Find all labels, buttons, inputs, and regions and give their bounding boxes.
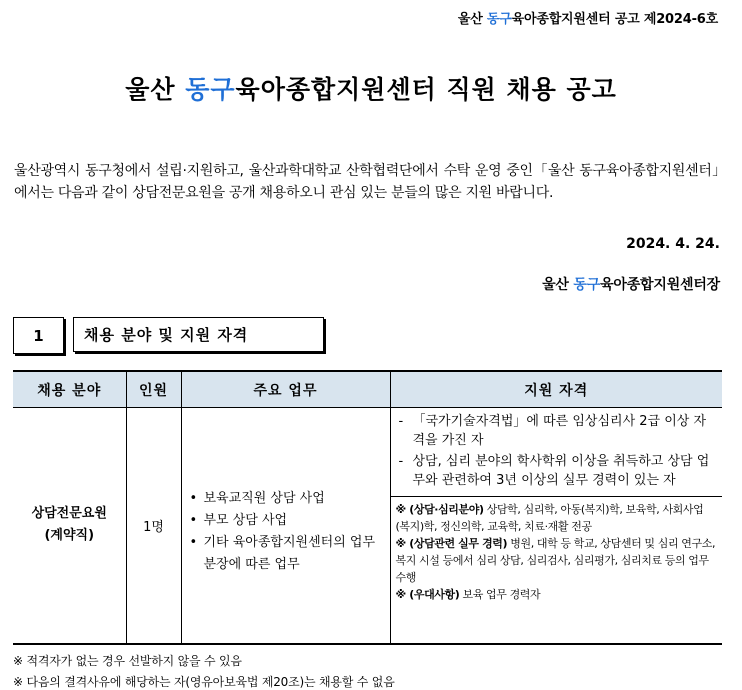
issuer-signature: [542, 274, 720, 294]
note-label: ※ (상담·심리분야): [395, 503, 484, 516]
duties-list: [182, 488, 390, 576]
note-item: [396, 501, 718, 535]
note-label: ※ (우대사항): [395, 588, 460, 601]
header-qualifications: 지원 자격: [390, 371, 722, 408]
note-item: [396, 535, 718, 586]
notice-suffix: 육아종합지원센터 공고 제2024-6호: [511, 12, 718, 27]
list-item: • 부모 상담 사업: [190, 510, 386, 532]
qualification-notes: [391, 497, 723, 607]
recruitment-table: [13, 370, 722, 645]
list-item: - 「국가기술자격법」에 따른 임상심리사 2급 이상 자격을 가진 자: [397, 412, 717, 450]
issuer-prefix: 울산: [542, 277, 574, 293]
qualifications-cell: [390, 408, 722, 644]
header-field: 채용 분야: [13, 371, 126, 408]
footnote-2: ※ 다음의 결격사유에 해당하는 자(영유아보육법 제20조)는 채용할 수 없음: [13, 675, 395, 689]
notice-number: [458, 8, 718, 27]
section-title-box: 채용 분야 및 지원 자격: [73, 317, 324, 352]
title-suffix: 육아종합지원센터 직원 채용 공고: [235, 75, 617, 104]
note-label: ※ (상담관련 실무 경력): [395, 537, 508, 550]
list-item: • 보육교직원 상담 사업: [190, 488, 386, 510]
header-count: 인원: [126, 371, 181, 408]
table-row: [13, 408, 722, 644]
header-duties: 주요 업무: [181, 371, 390, 408]
list-item: • 기타 육아종합지원센터의 업무 분장에 따른 업무: [190, 532, 386, 576]
announcement-date: 2024. 4. 24.: [626, 236, 720, 252]
footnote-1: ※ 적격자가 없는 경우 선발하지 않을 수 있음: [13, 654, 242, 668]
qualification-list: [391, 408, 723, 497]
title-district: 동구: [185, 75, 236, 104]
section-number-box: 1: [13, 317, 64, 354]
duties-cell: [181, 408, 390, 644]
notice-prefix: 울산: [457, 12, 487, 27]
note-text: 병원, 대학 등 학교, 상담센터 및 심리 연구소, 복지 시설 등에서 심리 상담, 심리검사, 심리평가, 심리치료 등의 업무 수행: [395, 537, 716, 584]
field-cell: [13, 408, 126, 644]
issuer-district: 동구: [573, 277, 601, 293]
note-text: 보육 업무 경력자: [459, 588, 541, 601]
note-text: 상담학, 심리학, 아동(복지)학, 보육학, 사회사업(복지)학, 정신의학, 교육학, 치료·재활 전공: [395, 503, 704, 533]
field-type: (계약직): [44, 528, 95, 544]
field-name: 상담전문요원: [31, 506, 107, 522]
page-title: [0, 70, 742, 106]
intro-paragraph: 울산광역시 동구청에서 설립·지원하고, 울산과학대학교 산학협력단에서 수탁 운영 중인「울산 동구육아종합지원센터」에서는 다음과 같이 상담전문요원을 공개 채용하오니 관심 있는 분들의 많은 지원 바랍니다.: [14, 163, 726, 201]
table-header-row: [13, 371, 722, 408]
note-item: [396, 586, 718, 603]
count-cell: 1명: [126, 408, 181, 644]
title-prefix: 울산: [125, 75, 186, 104]
issuer-suffix: 육아종합지원센터장: [600, 277, 720, 293]
list-item: - 상담, 심리 분야의 학사학위 이상을 취득하고 상담 업무와 관련하여 3년 이상의 실무 경력이 있는 자: [397, 452, 717, 490]
notice-district: 동구: [486, 12, 512, 27]
